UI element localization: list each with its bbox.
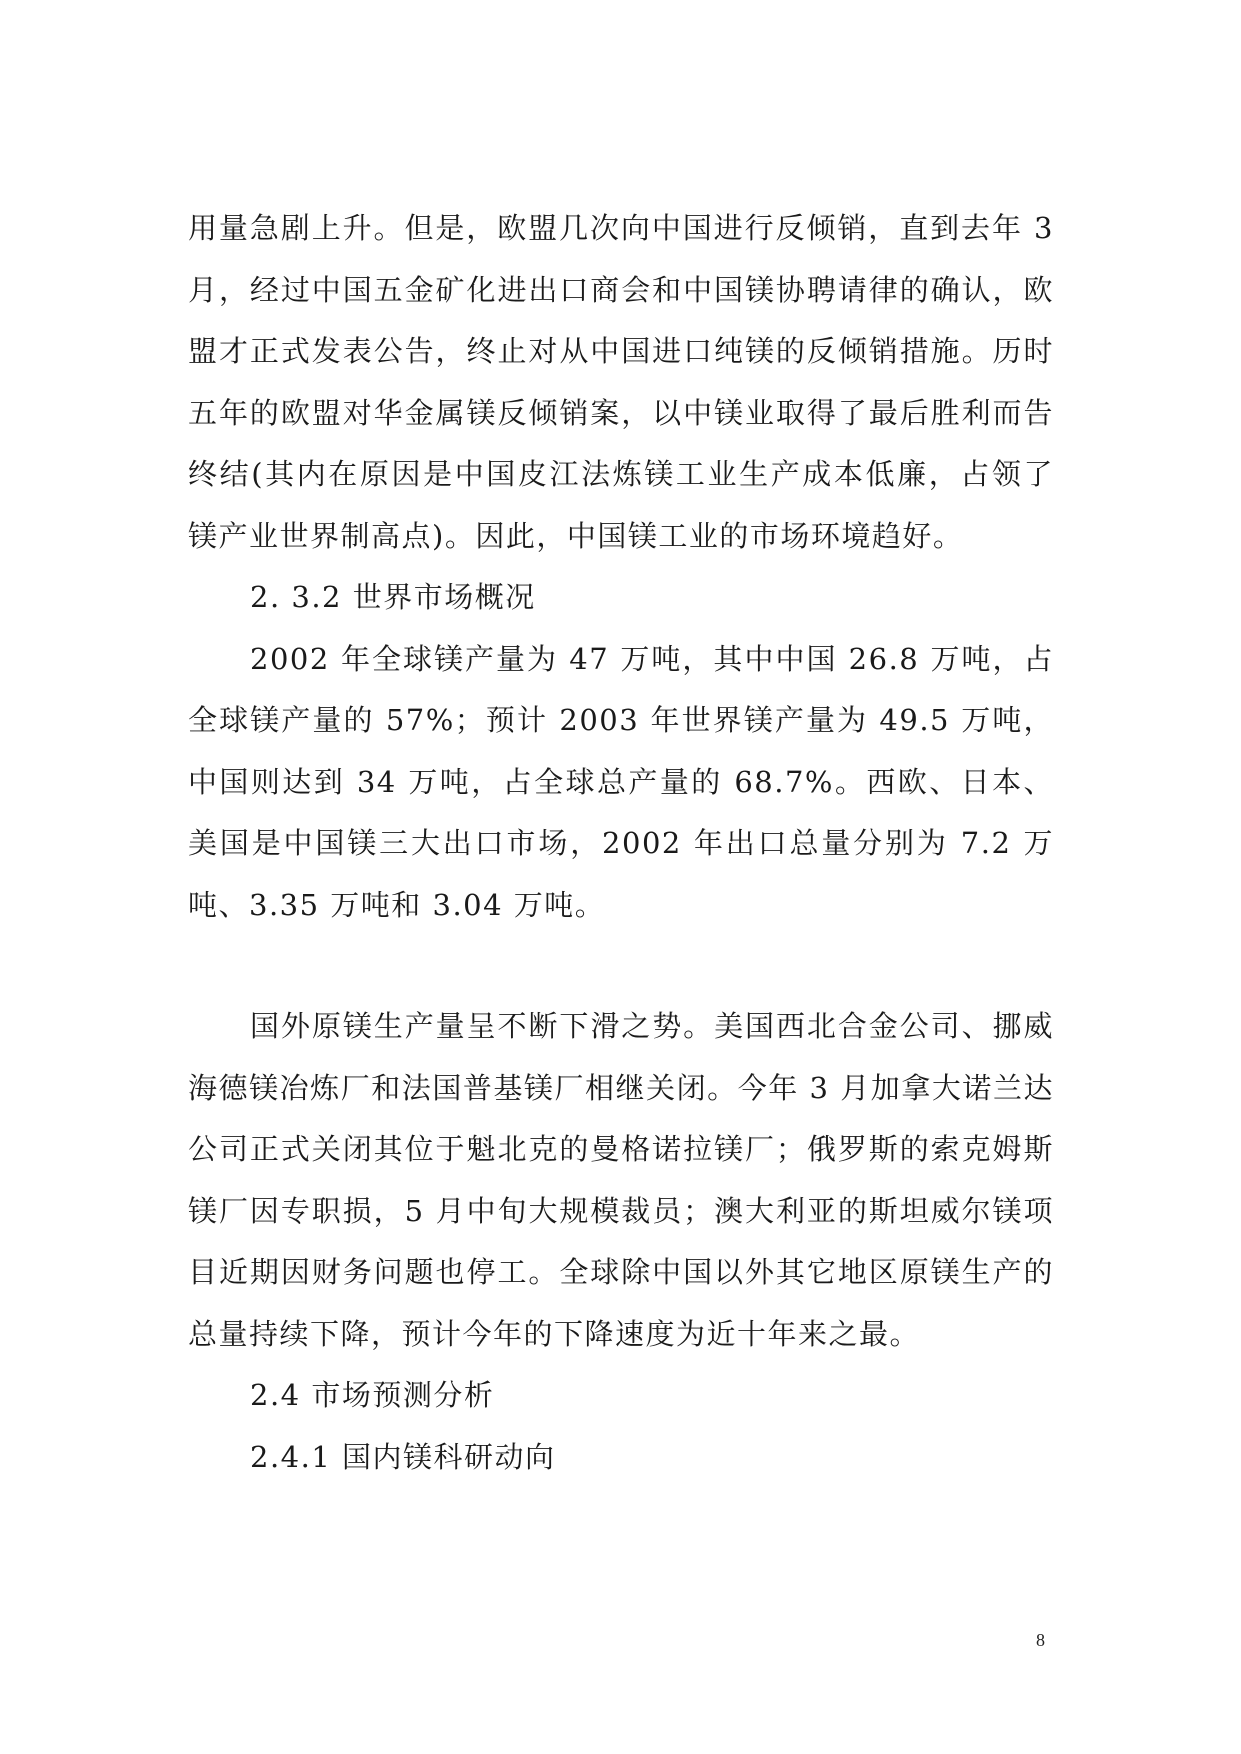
paragraph-foreign-decline: 国外原镁生产量呈不断下滑之势。美国西北合金公司、挪威海德镁冶炼厂和法国普基镁厂相继关闭。今年 3 月加拿大诺兰达公司正式关闭其位于魁北克的曼格诺拉镁厂；俄罗斯的索克姆斯镁厂因专职损，5 月中旬大规模裁员；澳大利亚的斯坦威尔镁项目近期因财务问题也停工。全球除中国以外其它地区原镁生产的总量持续下降，预计今年的下降速度为近十年来之最。	[188, 1009, 1054, 1351]
page-number: 8	[1036, 1630, 1045, 1650]
document-body	[188, 198, 1054, 1488]
paragraph-eu-antidumping: 用量急剧上升。但是，欧盟几次向中国进行反倾销，直到去年 3 月，经过中国五金矿化进出口商会和中国镁协聘请律的确认，欧盟才正式发表公告，终止对从中国进口纯镁的反倾销措施。历时五年的欧盟对华金属镁反倾销案，以中镁业取得了最后胜利而告终结(其内在原因是中国皮江法炼镁工业生产成本低廉，占领了镁产业世界制高点)。因此，中国镁工业的市场环境趋好。	[188, 211, 1054, 553]
paragraph-global-production: 2002 年全球镁产量为 47 万吨，其中中国 26.8 万吨，占全球镁产量的 57%；预计 2003 年世界镁产量为 49.5 万吨，中国则达到 34 万吨，占全球总产量的 68.7%。西欧、日本、美国是中国镁三大出口市场，2002 年出口总量分别为 7.2 万吨、3.35 万吨和 3.04 万吨。	[188, 641, 1054, 922]
heading-domestic-research: 2.4.1 国内镁科研动向	[250, 1439, 556, 1474]
paragraph-gap	[188, 936, 1054, 996]
heading-world-market-overview: 2. 3.2 世界市场概况	[250, 580, 536, 614]
heading-market-forecast: 2.4 市场预测分析	[250, 1378, 495, 1412]
